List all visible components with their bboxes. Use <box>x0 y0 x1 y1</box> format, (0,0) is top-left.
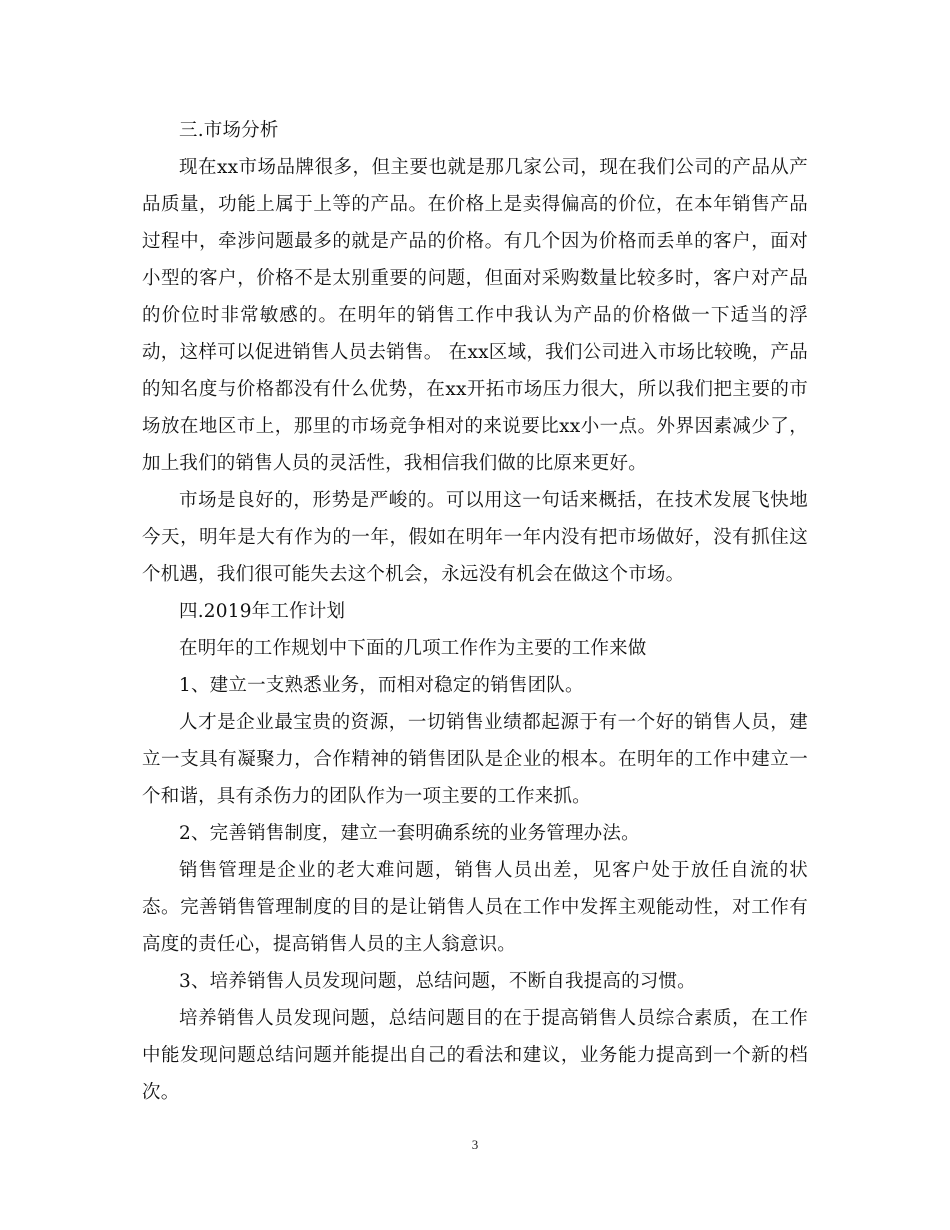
document-body <box>142 112 808 1111</box>
plan-item-1-body: 人才是企业最宝贵的资源，一切销售业绩都起源于有一个好的销售人员，建立一支具有凝聚力，合作精神的销售团队是企业的根本。在明年的工作中建立一个和谐，具有杀伤力的团队作为一项主要的工作来抓。 <box>142 712 808 807</box>
plan-item-2-body: 销售管理是企业的老大难问题，销售人员出差，见客户处于放任自流的状态。完善销售管理制度的目的是让销售人员在工作中发挥主观能动性，对工作有高度的责任心，提高销售人员的主人翁意识。 <box>142 860 808 955</box>
plan-item-3-body: 培养销售人员发现问题，总结问题目的在于提高销售人员综合素质，在工作中能发现问题总结问题并能提出自己的看法和建议，业务能力提高到一个新的档次。 <box>142 1008 808 1103</box>
section-heading-market-analysis: 三.市场分析 <box>179 120 279 141</box>
plan-item-3-title: 3、培养销售人员发现问题，总结问题，不断自我提高的习惯。 <box>179 971 696 992</box>
plan-item-2-title: 2、完善销售制度，建立一套明确系统的业务管理办法。 <box>179 823 640 844</box>
paragraph-plan-intro: 在明年的工作规划中下面的几项工作作为主要的工作来做 <box>179 638 647 659</box>
paragraph-market-outlook: 市场是良好的，形势是严峻的。可以用这一句话来概括，在技术发展飞快地今天，明年是大有作为的一年，假如在明年一年内没有把市场做好，没有抓住这个机遇，我们很可能失去这个机会，永远没有机会在做这个市场。 <box>142 490 808 585</box>
section-heading-work-plan: 四.2019年工作计划 <box>179 601 346 622</box>
paragraph-market-overview: 现在xx市场品牌很多，但主要也就是那几家公司，现在我们公司的产品从产品质量，功能上属于上等的产品。在价格上是卖得偏高的价位，在本年销售产品过程中，牵涉问题最多的就是产品的价格。有几个因为价格而丢单的客户，面对小型的客户，价格不是太别重要的问题，但面对采购数量比较多时，客户对产品的价位时非常敏感的。在明年的销售工作中我认为产品的价格做一下适当的浮动，这样可以促进销售人员去销售。 在xx区域，我们公司进入市场比较晚，产品的知名度与价格都没有什么优势，在xx开拓市场压力很大，所以我们把主要的市场放在地区市上，那里的市场竞争相对的来说要比xx小一点。外界因素减少了，加上我们的销售人员的灵活性，我相信我们做的比原来更好。 <box>142 157 808 474</box>
page-number: 3 <box>471 1137 479 1152</box>
plan-item-1-title: 1、建立一支熟悉业务，而相对稳定的销售团队。 <box>179 675 584 696</box>
